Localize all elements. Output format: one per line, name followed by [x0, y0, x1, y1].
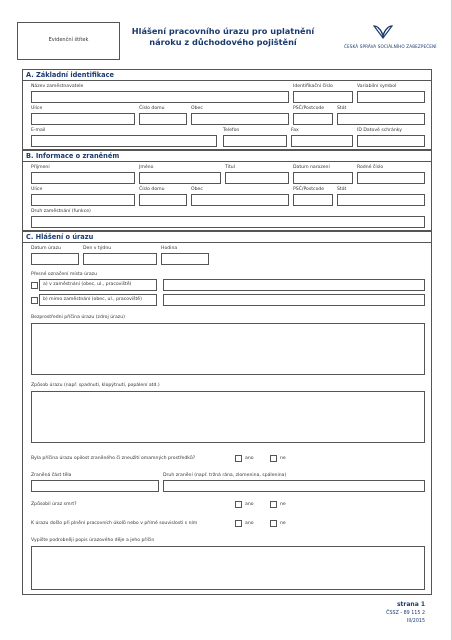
intoxication-no-label: ne — [280, 456, 286, 461]
direct-cause-label: Bezprostřední příčina úrazu (zdroj úrazu) — [31, 315, 125, 320]
title-line-2: nároku z důchodového pojištění — [149, 36, 297, 47]
manner-field[interactable] — [31, 391, 425, 443]
municipality-label: Obec — [191, 106, 203, 111]
hour-field[interactable] — [161, 253, 209, 265]
fatal-yes-label: ano — [245, 502, 254, 507]
fax-label: Fax — [291, 128, 299, 133]
work-duty-no-label: ne — [280, 521, 286, 526]
agency-name: ČESKÁ SPRÁVA SOCIÁLNÍHO ZABEZPEČENÍ — [344, 44, 437, 49]
cssz-logo-icon — [372, 22, 394, 40]
work-duty-no-checkbox[interactable] — [270, 520, 277, 527]
variable-symbol-label: Variabilní symbol — [357, 84, 397, 89]
municipality-field[interactable] — [191, 194, 289, 206]
databox-label: ID Datové schránky — [357, 128, 402, 133]
title-line-1: Hlášení pracovního úrazu pro uplatnění — [131, 26, 315, 36]
form-code: ČSSZ - 89 115 2 — [386, 611, 425, 616]
postcode-label: PSČ/Postcode — [293, 187, 325, 192]
injury-date-field[interactable] — [31, 253, 79, 265]
place-at-work-field[interactable] — [163, 279, 425, 291]
job-type-label: Druh zaměstnání (funkce) — [31, 209, 91, 214]
section-c-injury-report — [22, 231, 432, 595]
country-label: Stát — [337, 106, 347, 111]
intoxication-yes-label: ano — [245, 456, 254, 461]
postcode-field[interactable] — [293, 113, 333, 125]
birth-date-label: Datum narození — [293, 165, 330, 170]
street-field[interactable] — [31, 194, 135, 206]
form-version: III/2015 — [406, 619, 425, 624]
description-label: Vypište podrobněji popis úrazového děje a jeho příčin — [31, 538, 155, 543]
section-b-injured-person — [22, 150, 432, 231]
id-number-field[interactable] — [293, 91, 353, 103]
phone-label: Telefon — [223, 128, 240, 133]
email-label: E-mail — [31, 128, 46, 133]
fatal-yes-checkbox[interactable] — [235, 501, 242, 508]
description-field[interactable] — [31, 546, 425, 590]
intoxication-yes-checkbox[interactable] — [235, 455, 242, 462]
registration-stamp-box — [17, 22, 120, 60]
page-number: strana 1 — [396, 601, 425, 608]
place-outside-work-field[interactable] — [163, 294, 425, 306]
birth-number-field[interactable] — [357, 172, 425, 184]
municipality-label: Obec — [191, 187, 203, 192]
section-a-basic-identification — [22, 69, 432, 150]
employer-name-label: Název zaměstnavatele — [31, 84, 84, 89]
place-at-work-label: a) v zaměstnání (obec, ul., pracoviště) — [43, 282, 132, 287]
weekday-label: Den v týdnu — [83, 246, 112, 251]
injury-type-label: Druh zranění (např. tržná rána, zlomenina, spálenina) — [163, 473, 287, 478]
section-divider — [23, 242, 431, 243]
birth-number-label: Rodné číslo — [357, 165, 384, 170]
job-type-field[interactable] — [31, 216, 425, 228]
municipality-field[interactable] — [191, 113, 289, 125]
fax-field[interactable] — [291, 135, 353, 147]
place-outside-work-label: b) mimo zaměstnání (obec, ul., pracoviště) — [43, 297, 142, 302]
degree-field[interactable] — [225, 172, 289, 184]
place-at-work-option — [39, 279, 157, 291]
surname-field[interactable] — [31, 172, 135, 184]
id-number-label: Identifikační číslo — [293, 84, 333, 89]
document-title — [124, 26, 322, 47]
direct-cause-field[interactable] — [31, 323, 425, 375]
injury-type-field[interactable] — [163, 480, 425, 492]
country-field[interactable] — [337, 113, 425, 125]
work-duty-yes-checkbox[interactable] — [235, 520, 242, 527]
place-at-work-checkbox[interactable] — [31, 282, 38, 289]
section-c-title: C. Hlášení o úrazu — [26, 233, 94, 241]
work-duty-yes-label: ano — [245, 521, 254, 526]
surname-label: Příjmení — [31, 165, 50, 170]
first-name-label: Jméno — [139, 165, 154, 170]
street-label: Ulice — [31, 187, 43, 192]
first-name-field[interactable] — [139, 172, 221, 184]
section-divider — [23, 161, 431, 162]
postcode-field[interactable] — [293, 194, 333, 206]
postcode-label: PSČ/Postcode — [293, 106, 325, 111]
stamp-label: Evidenční štítek — [48, 37, 89, 43]
place-outside-work-checkbox[interactable] — [31, 297, 38, 304]
house-number-label: Číslo domu — [139, 106, 165, 111]
manner-label: Způsob úrazu (např. spadnutí, klopýtnutí, popálení atd.) — [31, 383, 160, 388]
intoxication-no-checkbox[interactable] — [270, 455, 277, 462]
fatal-no-checkbox[interactable] — [270, 501, 277, 508]
intoxication-question: Byla příčina úrazu opilost zraněného či zneužití omamných prostředků? — [31, 456, 196, 461]
section-b-title: B. Informace o zraněném — [26, 152, 120, 160]
hour-label: Hodina — [161, 246, 178, 251]
street-label: Ulice — [31, 106, 43, 111]
weekday-field[interactable] — [83, 253, 157, 265]
house-number-field[interactable] — [139, 194, 187, 206]
place-outside-work-option — [39, 294, 157, 306]
databox-field[interactable] — [357, 135, 425, 147]
injury-date-label: Datum úrazu — [31, 246, 61, 251]
street-field[interactable] — [31, 113, 135, 125]
section-a-title: A. Základní identifikace — [26, 71, 114, 79]
birth-date-field[interactable] — [293, 172, 353, 184]
phone-field[interactable] — [223, 135, 287, 147]
country-field[interactable] — [337, 194, 425, 206]
fatal-no-label: ne — [280, 502, 286, 507]
injury-place-label: Přesné označení místa úrazu — [31, 272, 98, 277]
injured-part-field[interactable] — [31, 480, 159, 492]
variable-symbol-field[interactable] — [357, 91, 425, 103]
injured-part-label: Zraněná část těla — [31, 473, 72, 478]
work-duty-question: K úrazu došlo při plnění pracovních úkolů nebo v přímé souvislosti s ním — [31, 521, 198, 526]
fatal-question: Způsobil úraz smrt? — [31, 502, 77, 507]
house-number-field[interactable] — [139, 113, 187, 125]
employer-name-field[interactable] — [31, 91, 289, 103]
degree-label: Titul — [225, 165, 235, 170]
section-divider — [23, 80, 431, 81]
country-label: Stát — [337, 187, 347, 192]
email-field[interactable] — [31, 135, 217, 147]
house-number-label: Číslo domu — [139, 187, 165, 192]
